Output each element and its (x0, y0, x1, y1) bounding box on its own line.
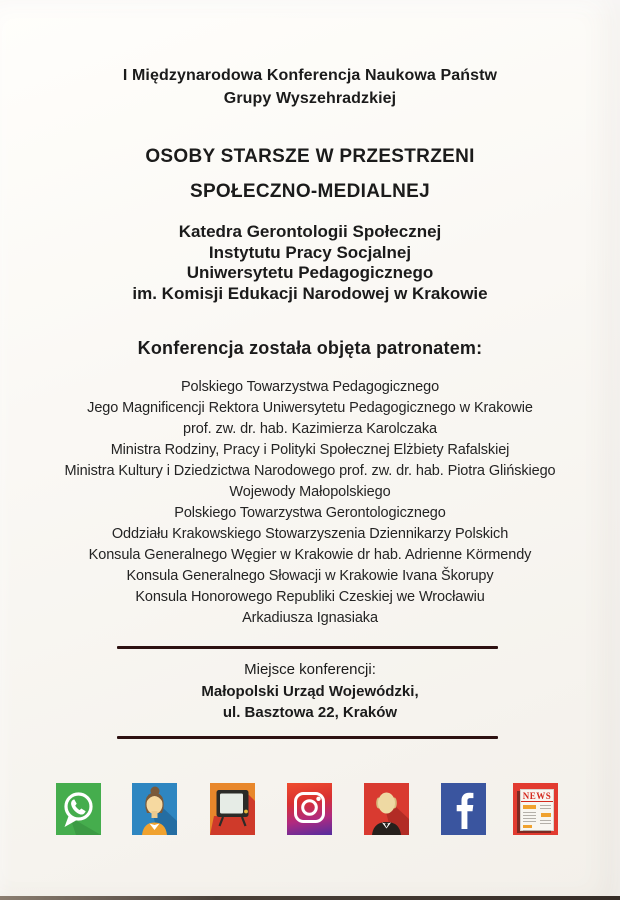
patron-item: Ministra Kultury i Dziedzictwa Narodowego prof. zw. dr. hab. Piotra Glińskiego (64, 463, 556, 479)
organizer-line: im. Komisji Edukacji Narodowej w Krakowie (132, 283, 488, 303)
venue-name: Małopolski Urząd Wojewódzki, (201, 682, 419, 700)
patron-item: prof. zw. dr. hab. Kazimierza Karolczaka (183, 421, 437, 437)
newspaper-graphic (520, 789, 554, 831)
newspaper-columns (523, 804, 551, 828)
venue-label: Miejsce konferencji: (244, 661, 376, 678)
patron-item: Wojewody Małopolskiego (229, 484, 391, 500)
facebook-icon (441, 783, 486, 835)
organizer-line: Uniwersytetu Pedagogicznego (186, 263, 434, 282)
news-headline-label: NEWS (522, 791, 552, 801)
conference-title-line2: SPOŁECZNO-MEDIALNEJ (189, 181, 431, 202)
conference-series-line1: I Międzynarodowa Konferencja Naukowa Państw (122, 67, 498, 84)
patron-item: Konsula Honorowego Republiki Czeskiej we Wrocławiu (135, 589, 485, 605)
divider-top (117, 646, 498, 649)
conference-series-line2: Grupy Wyszehradzkiej (223, 90, 397, 107)
conference-title-line1: OSOBY STARSZE W PRZESTRZENI (145, 146, 475, 167)
patron-item: Konsula Generalnego Węgier w Krakowie dr hab. Adrienne Körmendy (88, 547, 532, 563)
patron-list (0, 377, 620, 629)
tv-icon (210, 783, 255, 835)
patron-item: Ministra Rodziny, Pracy i Polityki Społecznej Elżbiety Rafalskiej (110, 442, 510, 458)
woman-avatar-icon (132, 783, 177, 835)
patron-item: Jego Magnificencji Rektora Uniwersytetu Pedagogicznego w Krakowie (87, 400, 533, 416)
patron-item: Polskiego Towarzystwa Gerontologicznego (174, 505, 446, 521)
whatsapp-icon (56, 783, 101, 835)
conference-series-title (0, 64, 620, 110)
scan-bottom-edge (0, 896, 620, 900)
organizer-block (0, 222, 620, 304)
organizer-line: Katedra Gerontologii Społecznej (178, 222, 442, 241)
news-icon (513, 783, 558, 835)
venue-address: ul. Basztowa 22, Kraków (222, 704, 398, 721)
patron-item: Konsula Generalnego Słowacji w Krakowie Ivana Škorupy (126, 568, 494, 584)
patronage-heading: Konferencja została objęta patronatem: (137, 338, 483, 358)
divider-bottom (117, 736, 498, 739)
conference-title (0, 139, 620, 209)
organizer-line: Instytutu Pracy Socjalnej (208, 242, 412, 262)
instagram-icon (287, 783, 332, 835)
patron-item: Oddziału Krakowskiego Stowarzyszenia Dziennikarzy Polskich (111, 526, 509, 542)
elderly-man-avatar-icon (364, 783, 409, 835)
patron-item: Polskiego Towarzystwa Pedagogicznego (180, 379, 440, 395)
venue-block (0, 659, 620, 724)
patron-item: Arkadiusza Ignasiaka (242, 610, 378, 626)
